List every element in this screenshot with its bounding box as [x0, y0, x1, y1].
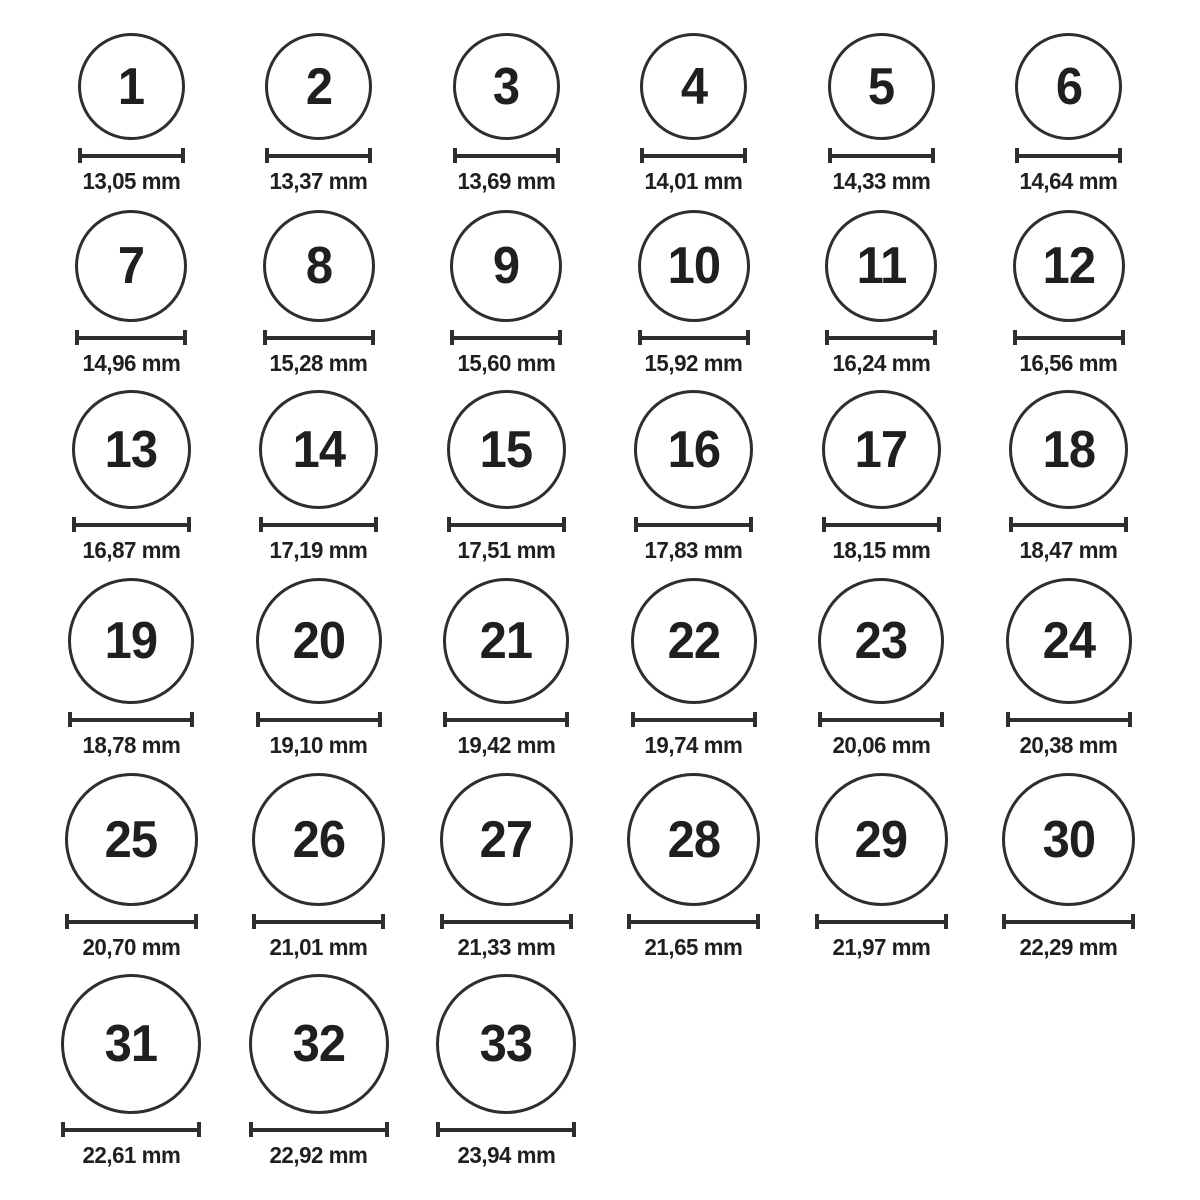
- diameter-label: 22,61 mm: [82, 1142, 181, 1168]
- dimension-bar: [252, 920, 385, 924]
- ring-size-item: [600, 210, 788, 377]
- diameter-dimension-line: [1013, 330, 1125, 345]
- diameter-label: 16,56 mm: [1019, 350, 1118, 376]
- diameter-dimension-line: [259, 517, 378, 532]
- ring-size-number: 28: [667, 810, 720, 869]
- ring-size-item: [600, 773, 788, 961]
- diameter-label: 16,87 mm: [82, 537, 181, 563]
- diameter-dimension-line: [72, 517, 191, 532]
- diameter-label: 17,83 mm: [644, 537, 743, 563]
- diameter-dimension-line: [627, 914, 760, 929]
- ring-size-number: 13: [105, 420, 158, 479]
- dimension-bar: [65, 920, 198, 924]
- ring-size-number: 7: [118, 237, 145, 295]
- ring-size-item: [225, 390, 413, 564]
- dimension-bar: [822, 523, 941, 527]
- dimension-right-tick: [746, 330, 750, 345]
- ring-size-circle: [263, 210, 375, 322]
- diameter-label: 22,29 mm: [1019, 934, 1118, 960]
- ring-size-circle: [1006, 578, 1132, 704]
- dimension-right-tick: [190, 712, 194, 727]
- diameter-dimension-line: [450, 330, 562, 345]
- ring-size-circle: [447, 390, 566, 509]
- diameter-dimension-line: [256, 712, 382, 727]
- ring-size-chart: [38, 0, 1163, 1184]
- ring-size-item: [38, 390, 226, 564]
- dimension-right-tick: [1128, 712, 1132, 727]
- ring-size-circle: [259, 390, 378, 509]
- diameter-dimension-line: [436, 1122, 576, 1137]
- diameter-dimension-line: [453, 148, 560, 163]
- dimension-right-tick: [940, 712, 944, 727]
- dimension-bar: [249, 1128, 389, 1132]
- dimension-right-tick: [371, 330, 375, 345]
- ring-size-number: 32: [292, 1015, 345, 1073]
- dimension-bar: [640, 154, 747, 158]
- diameter-dimension-line: [263, 330, 375, 345]
- ring-size-circle: [252, 773, 385, 906]
- diameter-label: 19,42 mm: [457, 732, 556, 758]
- diameter-label: 21,97 mm: [832, 934, 931, 960]
- ring-size-item: [225, 578, 413, 759]
- diameter-dimension-line: [634, 517, 753, 532]
- ring-size-circle: [436, 974, 576, 1114]
- diameter-label: 18,47 mm: [1019, 537, 1118, 563]
- diameter-label: 15,92 mm: [644, 350, 743, 376]
- diameter-dimension-line: [631, 712, 757, 727]
- dimension-bar: [263, 336, 375, 340]
- dimension-bar: [447, 523, 566, 527]
- dimension-bar: [1006, 718, 1132, 722]
- ring-size-circle: [440, 773, 573, 906]
- dimension-bar: [1013, 336, 1125, 340]
- diameter-label: 18,78 mm: [82, 732, 181, 758]
- ring-size-circle: [634, 390, 753, 509]
- dimension-right-tick: [931, 148, 935, 163]
- diameter-dimension-line: [825, 330, 937, 345]
- ring-size-item: [975, 773, 1163, 961]
- diameter-dimension-line: [822, 517, 941, 532]
- diameter-dimension-line: [443, 712, 569, 727]
- ring-size-circle: [249, 974, 389, 1114]
- ring-size-number: 29: [855, 810, 908, 869]
- ring-size-row: [38, 210, 1163, 390]
- dimension-bar: [634, 523, 753, 527]
- ring-size-item: [413, 578, 601, 759]
- dimension-right-tick: [181, 148, 185, 163]
- diameter-label: 13,69 mm: [457, 168, 556, 194]
- ring-size-item: [788, 390, 976, 564]
- dimension-bar: [443, 718, 569, 722]
- ring-size-circle: [61, 974, 201, 1114]
- ring-size-row: [38, 578, 1163, 773]
- diameter-dimension-line: [447, 517, 566, 532]
- dimension-bar: [436, 1128, 576, 1132]
- diameter-label: 14,64 mm: [1019, 168, 1118, 194]
- diameter-dimension-line: [75, 330, 187, 345]
- ring-size-number: 21: [480, 612, 533, 670]
- diameter-dimension-line: [1009, 517, 1128, 532]
- diameter-label: 19,10 mm: [269, 732, 368, 758]
- dimension-right-tick: [749, 517, 753, 532]
- diameter-label: 17,51 mm: [457, 537, 556, 563]
- diameter-dimension-line: [65, 914, 198, 929]
- diameter-label: 21,01 mm: [269, 934, 368, 960]
- diameter-dimension-line: [252, 914, 385, 929]
- diameter-label: 14,96 mm: [82, 350, 181, 376]
- dimension-bar: [68, 718, 194, 722]
- ring-size-circle: [631, 578, 757, 704]
- ring-size-circle: [443, 578, 569, 704]
- ring-size-number: 25: [105, 810, 158, 869]
- diameter-dimension-line: [1015, 148, 1122, 163]
- ring-size-number: 14: [292, 420, 345, 479]
- ring-size-circle: [75, 210, 187, 322]
- dimension-right-tick: [753, 712, 757, 727]
- dimension-right-tick: [1131, 914, 1135, 929]
- ring-size-circle: [453, 33, 560, 140]
- ring-size-number: 31: [105, 1015, 158, 1073]
- dimension-bar: [453, 154, 560, 158]
- dimension-bar: [627, 920, 760, 924]
- ring-size-item: [225, 33, 413, 195]
- diameter-dimension-line: [1002, 914, 1135, 929]
- diameter-dimension-line: [640, 148, 747, 163]
- dimension-bar: [828, 154, 935, 158]
- ring-size-item: [38, 578, 226, 759]
- ring-size-circle: [72, 390, 191, 509]
- ring-size-item: [600, 578, 788, 759]
- ring-size-number: 15: [480, 420, 533, 479]
- ring-size-item: [413, 390, 601, 564]
- ring-size-circle: [818, 578, 944, 704]
- ring-size-circle: [1015, 33, 1122, 140]
- ring-size-item: [413, 210, 601, 377]
- diameter-label: 22,92 mm: [269, 1142, 368, 1168]
- dimension-right-tick: [1124, 517, 1128, 532]
- dimension-bar: [440, 920, 573, 924]
- ring-size-item: [38, 974, 226, 1169]
- ring-size-circle: [450, 210, 562, 322]
- ring-size-item: [788, 33, 976, 195]
- ring-size-number: 8: [305, 237, 332, 295]
- ring-size-item: [38, 210, 226, 377]
- diameter-label: 14,33 mm: [832, 168, 931, 194]
- diameter-dimension-line: [638, 330, 750, 345]
- dimension-right-tick: [374, 517, 378, 532]
- diameter-dimension-line: [818, 712, 944, 727]
- ring-size-item: [975, 33, 1163, 195]
- ring-size-circle: [265, 33, 372, 140]
- ring-size-number: 3: [493, 57, 520, 116]
- ring-size-number: 26: [292, 810, 345, 869]
- diameter-dimension-line: [1006, 712, 1132, 727]
- ring-size-number: 9: [493, 237, 520, 295]
- ring-size-number: 10: [667, 237, 720, 295]
- ring-size-number: 16: [667, 420, 720, 479]
- ring-size-row: [38, 33, 1163, 210]
- dimension-right-tick: [378, 712, 382, 727]
- ring-size-circle: [822, 390, 941, 509]
- diameter-label: 23,94 mm: [457, 1142, 556, 1168]
- ring-size-item: [38, 773, 226, 961]
- diameter-label: 18,15 mm: [832, 537, 931, 563]
- diameter-label: 14,01 mm: [644, 168, 743, 194]
- dimension-bar: [818, 718, 944, 722]
- dimension-bar: [450, 336, 562, 340]
- ring-size-number: 22: [667, 612, 720, 670]
- diameter-label: 20,70 mm: [82, 934, 181, 960]
- ring-size-number: 27: [480, 810, 533, 869]
- dimension-bar: [259, 523, 378, 527]
- diameter-label: 20,38 mm: [1019, 732, 1118, 758]
- ring-size-number: 33: [480, 1015, 533, 1073]
- diameter-dimension-line: [828, 148, 935, 163]
- dimension-right-tick: [385, 1122, 389, 1137]
- ring-size-circle: [1009, 390, 1128, 509]
- dimension-bar: [72, 523, 191, 527]
- ring-size-number: 4: [680, 57, 707, 116]
- ring-size-item: [975, 390, 1163, 564]
- dimension-right-tick: [558, 330, 562, 345]
- ring-size-number: 23: [855, 612, 908, 670]
- ring-size-row: [38, 390, 1163, 578]
- ring-size-number: 24: [1042, 612, 1095, 670]
- dimension-bar: [638, 336, 750, 340]
- dimension-bar: [61, 1128, 201, 1132]
- ring-size-number: 1: [118, 57, 145, 116]
- dimension-bar: [1009, 523, 1128, 527]
- dimension-right-tick: [194, 914, 198, 929]
- dimension-right-tick: [743, 148, 747, 163]
- dimension-right-tick: [1121, 330, 1125, 345]
- ring-size-circle: [1013, 210, 1125, 322]
- dimension-right-tick: [565, 712, 569, 727]
- diameter-label: 17,19 mm: [269, 537, 368, 563]
- ring-size-item: [788, 773, 976, 961]
- ring-size-number: 11: [856, 237, 907, 295]
- ring-size-item: [225, 773, 413, 961]
- diameter-dimension-line: [265, 148, 372, 163]
- ring-size-circle: [828, 33, 935, 140]
- dimension-right-tick: [562, 517, 566, 532]
- dimension-right-tick: [756, 914, 760, 929]
- diameter-label: 21,65 mm: [644, 934, 743, 960]
- ring-size-number: 6: [1055, 57, 1082, 116]
- ring-size-circle: [638, 210, 750, 322]
- diameter-label: 15,28 mm: [269, 350, 368, 376]
- ring-size-circle: [825, 210, 937, 322]
- diameter-dimension-line: [440, 914, 573, 929]
- dimension-bar: [75, 336, 187, 340]
- diameter-label: 19,74 mm: [644, 732, 743, 758]
- ring-size-circle: [68, 578, 194, 704]
- ring-size-number: 20: [292, 612, 345, 670]
- ring-size-circle: [1002, 773, 1135, 906]
- ring-size-item: [600, 390, 788, 564]
- diameter-label: 20,06 mm: [832, 732, 931, 758]
- ring-size-number: 19: [105, 612, 158, 670]
- diameter-label: 21,33 mm: [457, 934, 556, 960]
- diameter-dimension-line: [815, 914, 948, 929]
- diameter-label: 15,60 mm: [457, 350, 556, 376]
- dimension-bar: [256, 718, 382, 722]
- ring-size-item: [225, 210, 413, 377]
- diameter-dimension-line: [61, 1122, 201, 1137]
- ring-size-item: [225, 974, 413, 1169]
- ring-size-item: [975, 210, 1163, 377]
- diameter-label: 16,24 mm: [832, 350, 931, 376]
- ring-size-circle: [627, 773, 760, 906]
- dimension-right-tick: [556, 148, 560, 163]
- dimension-right-tick: [572, 1122, 576, 1137]
- ring-size-number: 18: [1042, 420, 1095, 479]
- ring-size-item: [788, 210, 976, 377]
- ring-size-circle: [78, 33, 185, 140]
- diameter-dimension-line: [78, 148, 185, 163]
- ring-size-item: [975, 578, 1163, 759]
- ring-size-item: [600, 33, 788, 195]
- diameter-label: 13,37 mm: [269, 168, 368, 194]
- ring-size-item: [413, 974, 601, 1169]
- dimension-bar: [78, 154, 185, 158]
- ring-size-circle: [815, 773, 948, 906]
- diameter-dimension-line: [249, 1122, 389, 1137]
- ring-size-item: [788, 578, 976, 759]
- ring-size-row: [38, 773, 1163, 974]
- dimension-right-tick: [183, 330, 187, 345]
- dimension-bar: [815, 920, 948, 924]
- dimension-right-tick: [368, 148, 372, 163]
- dimension-right-tick: [937, 517, 941, 532]
- ring-size-circle: [65, 773, 198, 906]
- dimension-right-tick: [381, 914, 385, 929]
- dimension-bar: [631, 718, 757, 722]
- dimension-bar: [825, 336, 937, 340]
- ring-size-circle: [256, 578, 382, 704]
- ring-size-number: 30: [1042, 810, 1095, 869]
- dimension-right-tick: [187, 517, 191, 532]
- ring-size-item: [38, 33, 226, 195]
- dimension-right-tick: [197, 1122, 201, 1137]
- ring-size-number: 2: [305, 57, 332, 116]
- diameter-dimension-line: [68, 712, 194, 727]
- dimension-right-tick: [569, 914, 573, 929]
- ring-size-row: [38, 974, 1163, 1184]
- dimension-bar: [1002, 920, 1135, 924]
- ring-size-item: [413, 33, 601, 195]
- ring-size-number: 12: [1042, 237, 1095, 295]
- ring-size-circle: [640, 33, 747, 140]
- ring-size-number: 5: [868, 57, 895, 116]
- dimension-bar: [265, 154, 372, 158]
- diameter-label: 13,05 mm: [82, 168, 181, 194]
- dimension-right-tick: [944, 914, 948, 929]
- dimension-right-tick: [1118, 148, 1122, 163]
- ring-size-item: [413, 773, 601, 961]
- dimension-bar: [1015, 154, 1122, 158]
- dimension-right-tick: [933, 330, 937, 345]
- ring-size-number: 17: [855, 420, 908, 479]
